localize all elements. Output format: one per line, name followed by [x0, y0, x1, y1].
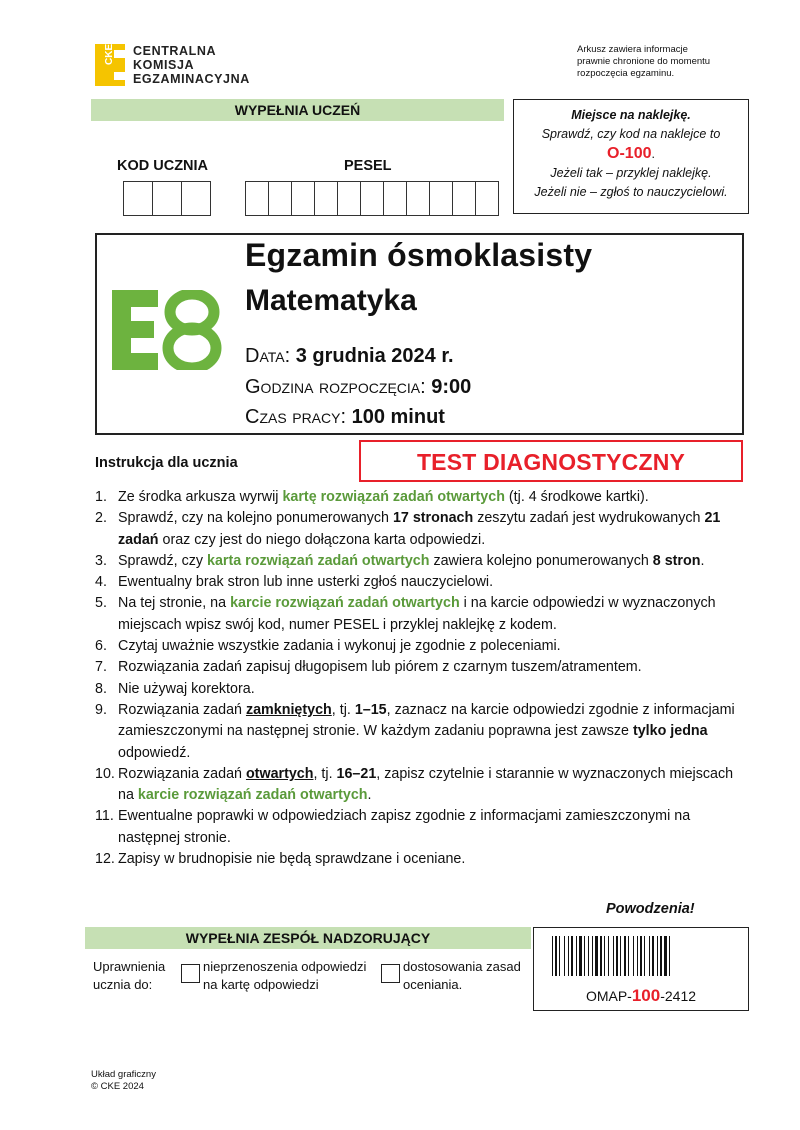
start-time-label: Godzina rozpoczęcia: — [245, 376, 426, 398]
item-text: Zapisy w brudnopisie nie będą sprawdzane i oceniane. — [118, 851, 466, 868]
item-text: Rozwiązania zadań — [118, 701, 246, 718]
exam-title: Egzamin ósmoklasisty — [245, 237, 593, 273]
option-line: dostosowania zasad — [403, 959, 521, 974]
barcode-icon — [552, 936, 730, 976]
svg-text:CKE: CKE — [104, 44, 115, 65]
item-text: (tj. 4 środkowe kartki). — [504, 489, 649, 505]
item-text: Sprawdź, czy na kolejno ponumerowanych — [118, 510, 393, 527]
item-number: 3. — [95, 552, 107, 569]
item-text: Sprawdź, czy — [118, 552, 207, 569]
sticker-check-text: Sprawdź, czy kod na naklejce to — [541, 127, 721, 141]
duration-value: 100 minut — [351, 406, 445, 428]
duration-label: Czas pracy: — [245, 406, 347, 428]
team-section-header: WYPEŁNIA ZESPÓŁ NADZORUJĄCY — [85, 927, 531, 949]
item-bold-text: 17 stronach — [392, 510, 474, 527]
instruction-item — [95, 806, 735, 849]
student-code-boxes[interactable] — [123, 181, 211, 216]
instruction-item — [95, 849, 735, 870]
instruction-item — [95, 679, 735, 700]
sticker-title: Miejsce na naklejkę. — [571, 108, 691, 122]
option-line: oceniania. — [403, 977, 463, 992]
rights-label — [93, 958, 165, 994]
item-green-text: karcie rozwiązań zadań otwartych — [137, 787, 368, 804]
date-label: Data: — [245, 345, 291, 367]
no-transfer-checkbox[interactable] — [181, 964, 200, 983]
item-number: 12. — [95, 851, 115, 868]
student-section-header: WYPEŁNIA UCZEŃ — [91, 99, 504, 121]
pesel-digit-box[interactable] — [383, 181, 406, 216]
notice-line: prawnie chronione do momentu — [577, 56, 711, 67]
cke-logo — [95, 44, 275, 88]
item-text: , tj. — [331, 701, 355, 718]
pesel-digit-box[interactable] — [475, 181, 499, 216]
item-text: Czytaj uważnie wszystkie zadania i wykonuj je zgodnie z poleceniami. — [118, 638, 561, 655]
start-time-value: 9:00 — [431, 376, 472, 398]
footer — [91, 1069, 156, 1093]
notice-line: Arkusz zawiera informacje — [577, 44, 688, 55]
item-number: 5. — [95, 595, 107, 612]
pesel-digit-box[interactable] — [360, 181, 383, 216]
pesel-digit-box[interactable] — [452, 181, 475, 216]
item-text: Ewentualne poprawki w odpowiedziach zapisz zgodnie z informacjami zamieszczonymi na następnej stronie. — [118, 808, 691, 846]
item-text: , tj. — [313, 765, 337, 782]
sticker-no-text: Jeżeli nie – zgłoś to nauczycielowi. — [534, 185, 728, 199]
logo-line-2: KOMISJA — [133, 58, 195, 72]
item-number: 6. — [95, 638, 107, 655]
item-text: Na tej stronie, na — [118, 595, 231, 612]
no-transfer-option-label — [203, 958, 366, 994]
item-green-text: karcie rozwiązań zadań otwartych — [230, 595, 460, 612]
pesel-boxes[interactable] — [245, 181, 499, 216]
pesel-digit-box[interactable] — [314, 181, 337, 216]
adjusted-grading-checkbox[interactable] — [381, 964, 400, 983]
item-number: 1. — [95, 489, 107, 505]
cke-logo-icon — [95, 44, 125, 86]
exam-date — [245, 345, 454, 368]
item-text: odpowiedź. — [118, 744, 191, 761]
item-text: zawiera kolejno ponumerowanych — [429, 552, 653, 569]
item-number: 11. — [95, 808, 114, 825]
instruction-item — [95, 508, 735, 551]
option-line: na kartę odpowiedzi — [203, 977, 319, 992]
notice-line: rozpoczęcia egzaminu. — [577, 68, 675, 79]
pesel-digit-box[interactable] — [337, 181, 360, 216]
item-text: oraz czy jest do niego dołączona karta odpowiedzi. — [158, 531, 486, 548]
sheet-code-suffix: -2412 — [660, 988, 697, 1004]
instructions-title: Instrukcja dla ucznia — [95, 455, 238, 471]
sheet-code — [533, 986, 749, 1006]
footer-line: Układ graficzny — [91, 1069, 156, 1080]
code-digit-box[interactable] — [123, 181, 152, 216]
code-digit-box[interactable] — [152, 181, 181, 216]
rights-line: ucznia do: — [93, 977, 153, 992]
sticker-code: O-100 — [607, 145, 652, 162]
item-underlined-text: zamkniętych — [245, 701, 332, 718]
instruction-item — [95, 572, 735, 593]
instructions-list — [95, 487, 735, 870]
item-number: 4. — [95, 574, 107, 591]
instruction-item — [95, 764, 735, 807]
pesel-label: PESEL — [344, 158, 392, 174]
item-number: 2. — [95, 510, 107, 527]
item-text: zeszytu zadań jest wydrukowanych — [473, 510, 705, 527]
item-bold-text: 8 stron — [652, 552, 701, 569]
code-digit-box[interactable] — [181, 181, 211, 216]
logo-line-3: EGZAMINACYJNA — [133, 72, 250, 86]
instruction-item — [95, 487, 735, 508]
item-underlined-text: otwartych — [245, 765, 314, 782]
pesel-digit-box[interactable] — [406, 181, 429, 216]
protected-notice — [577, 44, 777, 80]
item-text: . — [367, 787, 372, 804]
sheet-code-prefix: OMAP- — [585, 988, 632, 1004]
footer-line: © CKE 2024 — [91, 1081, 144, 1092]
item-green-text: karta rozwiązań zadań otwartych — [207, 552, 430, 569]
sheet-code-number: 100 — [631, 986, 661, 1005]
item-text: Ewentualny brak stron lub inne usterki zgłoś nauczycielowi. — [118, 574, 494, 591]
cke-logo-text — [133, 44, 250, 86]
item-green-text: kartę rozwiązań zadań otwartych — [282, 489, 505, 505]
date-value: 3 grudnia 2024 r. — [295, 345, 454, 367]
sticker-area[interactable] — [513, 99, 749, 214]
item-bold-text: tylko jedna — [632, 723, 708, 740]
e8-logo-icon — [112, 290, 224, 370]
item-number: 9. — [95, 701, 107, 718]
item-text: i na karcie odpowiedzi w wyznaczonych miejscach wpisz swój kod, numer PESEL i przyklej naklejkę z kodem. — [118, 595, 716, 633]
instruction-item — [95, 700, 735, 764]
exam-subject: Matematyka — [245, 284, 417, 317]
rights-line: Uprawnienia — [93, 959, 166, 974]
item-text: Rozwiązania zadań — [118, 765, 246, 782]
sticker-yes-text: Jeżeli tak – przyklej naklejkę. — [550, 166, 712, 180]
pesel-digit-box[interactable] — [429, 181, 452, 216]
item-number: 8. — [95, 680, 107, 697]
pesel-digit-box[interactable] — [245, 181, 268, 216]
instruction-item — [95, 657, 735, 678]
item-bold-text: 1–15 — [354, 701, 387, 718]
instruction-item — [95, 593, 735, 636]
item-text: Rozwiązania zadań zapisuj długopisem lub piórem z czarnym tuszem/atramentem. — [118, 659, 642, 676]
adjusted-grading-option-label — [403, 958, 521, 994]
item-text: , zaznacz na karcie odpowiedzi zgodnie z informacjami zamieszczonymi na następnej stronie. W każdym zadaniu poprawna jest zawsze — [118, 701, 735, 740]
instruction-item — [95, 551, 735, 572]
item-text: Nie używaj korektora. — [118, 680, 255, 697]
item-text: , zapisz czytelnie i starannie w wyznaczonych miejscach na — [118, 765, 734, 804]
item-text: Ze środka arkusza wyrwij — [118, 489, 283, 505]
diagnostic-test-label: TEST DIAGNOSTYCZNY — [359, 440, 743, 482]
option-line: nieprzenoszenia odpowiedzi — [203, 959, 367, 974]
item-bold-text: 21 zadań — [118, 510, 721, 548]
logo-line-1: CENTRALNA — [133, 44, 217, 58]
exam-duration — [245, 406, 445, 429]
item-bold-text: 16–21 — [336, 765, 377, 782]
item-text: . — [700, 552, 705, 569]
sticker-code-suffix: . — [651, 147, 655, 161]
item-number: 7. — [95, 659, 107, 676]
pesel-digit-box[interactable] — [268, 181, 291, 216]
student-code-label: KOD UCZNIA — [117, 158, 209, 174]
good-luck-text: Powodzenia! — [606, 901, 695, 917]
instruction-item — [95, 636, 735, 657]
pesel-digit-box[interactable] — [291, 181, 314, 216]
item-number: 10. — [95, 765, 115, 782]
exam-start-time — [245, 376, 471, 399]
